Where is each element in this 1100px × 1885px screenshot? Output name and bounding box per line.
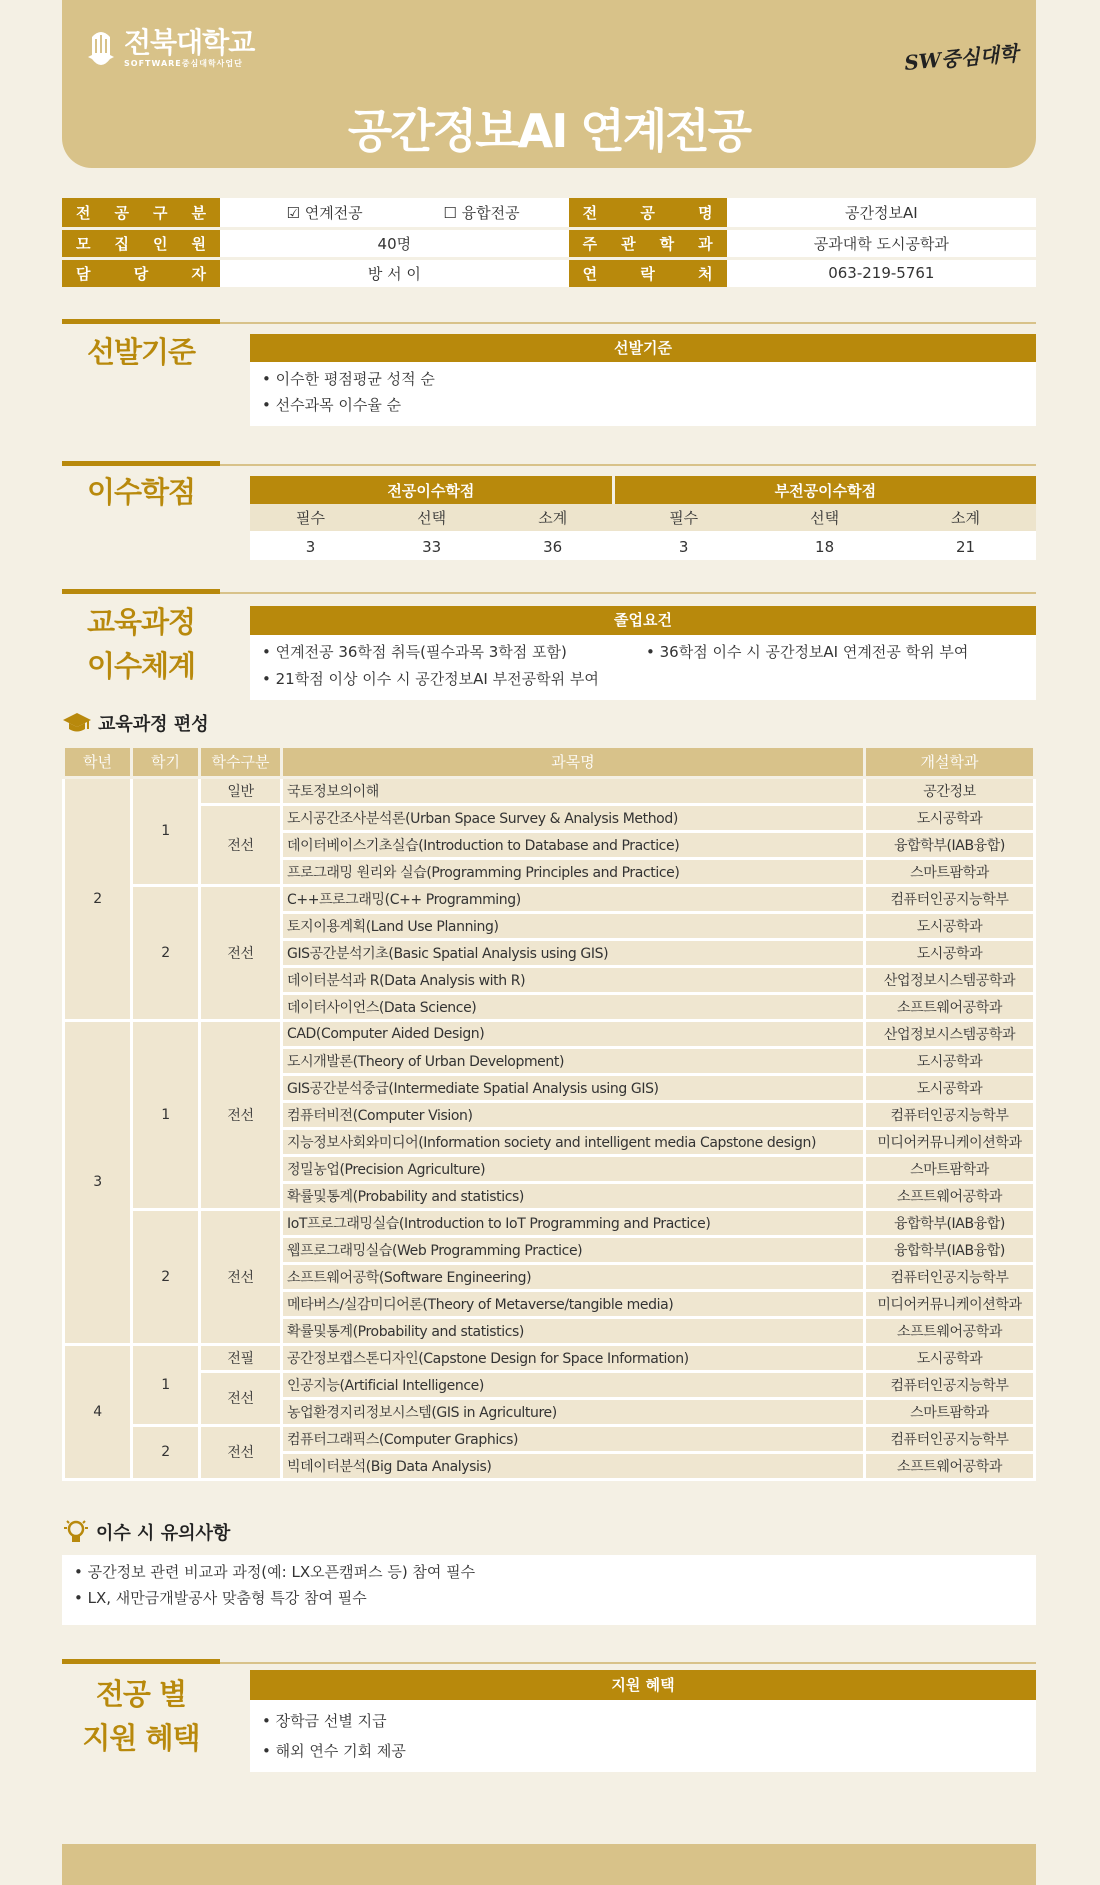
course-dept: 소프트웨어공학과 xyxy=(865,993,1035,1020)
semester-cell: 2 xyxy=(132,885,200,1020)
course-name: 도시개발론(Theory of Urban Development) xyxy=(282,1047,865,1074)
page-title: 공간정보AI 연계전공 xyxy=(347,104,751,158)
credit-value: 36 xyxy=(492,532,613,560)
course-dept: 산업정보시스템공학과 xyxy=(865,966,1035,993)
list-item: • 선수과목 이수율 순 xyxy=(262,396,402,414)
semester-cell: 1 xyxy=(132,1020,200,1209)
col-label: 필수 xyxy=(250,504,371,532)
footer-bar xyxy=(62,1844,1036,1885)
department: 공과대학 도시공학과 xyxy=(727,228,1036,258)
type-cell: 전선 xyxy=(200,1209,282,1344)
credit-value: 3 xyxy=(613,532,754,560)
course-dept: 스마트팜학과 xyxy=(865,858,1035,885)
university-sub: SOFTWARE중심대학사업단 xyxy=(124,59,243,68)
course-name: GIS공간분석중급(Intermediate Spatial Analysis using GIS) xyxy=(282,1074,865,1101)
course-name: 국토정보의이해 xyxy=(282,777,865,804)
university-emblem-icon xyxy=(88,29,114,69)
course-name: 소프트웨어공학(Software Engineering) xyxy=(282,1263,865,1290)
type-cell: 일반 xyxy=(200,777,282,804)
title-line: 전공 별 xyxy=(95,1677,187,1711)
table-row xyxy=(64,1371,1035,1398)
year-cell: 4 xyxy=(64,1344,132,1479)
major-credits-header: 전공이수학점 xyxy=(250,476,613,504)
lightbulb-icon xyxy=(62,1518,90,1546)
course-dept: 도시공학과 xyxy=(865,1074,1035,1101)
type-cell: 전선 xyxy=(200,885,282,1020)
label: 연 락 처 xyxy=(569,258,727,288)
graduation-cap-icon xyxy=(62,711,92,735)
list-item: • LX, 새만금개발공사 맞춤형 특강 참여 필수 xyxy=(74,1589,367,1607)
label: 담 당 자 xyxy=(62,258,220,288)
notes-title: 이수 시 유의사항 xyxy=(96,1523,231,1544)
section-title-benefits xyxy=(62,1672,220,1760)
course-dept: 미디어커뮤니케이션학과 xyxy=(865,1128,1035,1155)
course-name: 웹프로그래밍실습(Web Programming Practice) xyxy=(282,1236,865,1263)
course-dept: 컴퓨터인공지능학부 xyxy=(865,1101,1035,1128)
course-name: 토지이용계획(Land Use Planning) xyxy=(282,912,865,939)
course-name: 도시공간조사분석론(Urban Space Survey & Analysis Method) xyxy=(282,804,865,831)
course-name: 공간정보캡스톤디자인(Capstone Design for Space Information) xyxy=(282,1344,865,1371)
title-line: 지원 혜택 xyxy=(82,1721,200,1755)
course-table xyxy=(62,748,1036,1481)
manager: 방 서 이 xyxy=(220,258,569,288)
course-dept: 컴퓨터인공지능학부 xyxy=(865,1371,1035,1398)
graduation-header: 졸업요건 xyxy=(250,606,1036,635)
course-dept: 공간정보 xyxy=(865,777,1035,804)
list-item: • 이수한 평점평균 성적 순 xyxy=(262,370,435,388)
col-header-type: 학수구분 xyxy=(200,748,282,777)
course-dept: 컴퓨터인공지능학부 xyxy=(865,885,1035,912)
benefits-header: 지원 혜택 xyxy=(250,1670,1036,1700)
option-convergence[interactable]: ☐ 융합전공 xyxy=(443,203,520,222)
col-header-course: 과목명 xyxy=(282,748,865,777)
course-dept: 소프트웨어공학과 xyxy=(865,1452,1035,1479)
course-name: 지능정보사회와미디어(Information society and intelligent media Capstone design) xyxy=(282,1128,865,1155)
selection-list xyxy=(250,362,1036,426)
course-name: 데이터베이스기초실습(Introduction to Database and Practice) xyxy=(282,831,865,858)
course-dept: 도시공학과 xyxy=(865,1047,1035,1074)
col-header-semester: 학기 xyxy=(132,748,200,777)
col-label: 소계 xyxy=(492,504,613,532)
course-dept: 컴퓨터인공지능학부 xyxy=(865,1425,1035,1452)
list-item: • 해외 연수 기회 제공 xyxy=(262,1742,406,1760)
col-header-dept: 개설학과 xyxy=(865,748,1035,777)
course-name: CAD(Computer Aided Design) xyxy=(282,1020,865,1047)
list-item: • 21학점 이상 이수 시 공간정보AI 부전공학위 부여 xyxy=(262,669,599,688)
option-linked[interactable]: ☑ 연계전공 xyxy=(286,203,363,222)
year-cell: 2 xyxy=(64,777,132,1020)
major-info-table xyxy=(62,198,1036,290)
course-name: 농업환경지리정보시스템(GIS in Agriculture) xyxy=(282,1398,865,1425)
course-name: 빅데이터분석(Big Data Analysis) xyxy=(282,1452,865,1479)
course-name: 데이터사이언스(Data Science) xyxy=(282,993,865,1020)
course-name: 데이터분석과 R(Data Analysis with R) xyxy=(282,966,865,993)
credit-value: 18 xyxy=(754,532,895,560)
section-title-selection: 선발기준 xyxy=(86,335,196,369)
semester-cell: 2 xyxy=(132,1209,200,1344)
course-name: 확률및통계(Probability and statistics) xyxy=(282,1317,865,1344)
col-label: 필수 xyxy=(613,504,754,532)
table-row xyxy=(64,1209,1035,1236)
col-label: 선택 xyxy=(754,504,895,532)
course-section-heading xyxy=(62,710,209,736)
course-name: GIS공간분석기초(Basic Spatial Analysis using GIS) xyxy=(282,939,865,966)
selection-header: 선발기준 xyxy=(250,334,1036,362)
credit-value: 3 xyxy=(250,532,371,560)
contact: 063-219-5761 xyxy=(727,258,1036,288)
course-name: 정밀농업(Precision Agriculture) xyxy=(282,1155,865,1182)
section-divider xyxy=(62,592,1036,594)
course-dept: 도시공학과 xyxy=(865,939,1035,966)
label: 전 공 구 분 xyxy=(62,198,220,228)
course-name: 컴퓨터비전(Computer Vision) xyxy=(282,1101,865,1128)
minor-credits-header: 부전공이수학점 xyxy=(613,476,1036,504)
table-row xyxy=(64,804,1035,831)
course-dept: 스마트팜학과 xyxy=(865,1155,1035,1182)
list-item: • 36학점 이수 시 공간정보AI 연계전공 학위 부여 xyxy=(646,643,969,661)
notes-heading xyxy=(62,1518,230,1546)
course-dept: 융합학부(IAB융합) xyxy=(865,1236,1035,1263)
course-name: 프로그래밍 원리와 실습(Programming Principles and Practice) xyxy=(282,858,865,885)
semester-cell: 1 xyxy=(132,777,200,885)
course-dept: 소프트웨어공학과 xyxy=(865,1182,1035,1209)
course-name: C++프로그래밍(C++ Programming) xyxy=(282,885,865,912)
table-row xyxy=(64,1344,1035,1371)
course-name: 확률및통계(Probability and statistics) xyxy=(282,1182,865,1209)
course-dept: 도시공학과 xyxy=(865,912,1035,939)
table-row xyxy=(64,885,1035,912)
list-item: • 장학금 선별 지급 xyxy=(262,1712,387,1730)
col-header-year: 학년 xyxy=(64,748,132,777)
title-line: 교육과정 xyxy=(86,605,196,639)
type-cell: 전선 xyxy=(200,1371,282,1425)
course-name: IoT프로그래밍실습(Introduction to IoT Programming and Practice) xyxy=(282,1209,865,1236)
section-divider xyxy=(62,464,1036,466)
course-dept: 컴퓨터인공지능학부 xyxy=(865,1263,1035,1290)
course-dept: 융합학부(IAB융합) xyxy=(865,831,1035,858)
label: 주 관 학 과 xyxy=(569,228,727,258)
section-divider xyxy=(62,322,1036,324)
type-cell: 전선 xyxy=(200,804,282,885)
table-row xyxy=(64,1425,1035,1452)
benefits-list xyxy=(250,1700,1036,1772)
major-name: 공간정보AI xyxy=(727,198,1036,228)
capacity: 40명 xyxy=(220,228,569,258)
list-item: • 연계전공 36학점 취득(필수과목 3학점 포함) xyxy=(262,643,567,661)
section-title-credits: 이수학점 xyxy=(86,475,196,509)
label: 전 공 명 xyxy=(569,198,727,228)
year-cell: 3 xyxy=(64,1020,132,1344)
sw-logo: SW중심대학 xyxy=(903,41,1019,75)
title-line: 이수체계 xyxy=(86,649,196,683)
table-row xyxy=(64,777,1035,804)
graduation-list xyxy=(250,635,1036,700)
type-cell: 전선 xyxy=(200,1020,282,1209)
table-row xyxy=(64,1020,1035,1047)
university-logo[interactable] xyxy=(88,28,254,69)
col-label: 소계 xyxy=(895,504,1036,532)
course-section-title: 교육과정 편성 xyxy=(98,714,209,735)
section-divider xyxy=(62,1662,1036,1664)
course-name: 메타버스/실감미디어론(Theory of Metaverse/tangible media) xyxy=(282,1290,865,1317)
type-cell: 전선 xyxy=(200,1425,282,1479)
label: 모 집 인 원 xyxy=(62,228,220,258)
course-name: 인공지능(Artificial Intelligence) xyxy=(282,1371,865,1398)
notes-list xyxy=(62,1555,1036,1625)
semester-cell: 2 xyxy=(132,1425,200,1479)
type-cell: 전필 xyxy=(200,1344,282,1371)
course-dept: 소프트웨어공학과 xyxy=(865,1317,1035,1344)
credit-value: 33 xyxy=(371,532,492,560)
credit-value: 21 xyxy=(895,532,1036,560)
course-name: 컴퓨터그래픽스(Computer Graphics) xyxy=(282,1425,865,1452)
major-type-options xyxy=(220,198,569,228)
col-label: 선택 xyxy=(371,504,492,532)
course-dept: 도시공학과 xyxy=(865,804,1035,831)
course-dept: 산업정보시스템공학과 xyxy=(865,1020,1035,1047)
course-dept: 스마트팜학과 xyxy=(865,1398,1035,1425)
semester-cell: 1 xyxy=(132,1344,200,1425)
course-dept: 융합학부(IAB융합) xyxy=(865,1209,1035,1236)
credits-table xyxy=(250,476,1036,560)
university-name: 전북대학교 xyxy=(124,26,255,59)
list-item: • 공간정보 관련 비교과 과정(예: LX오픈캠퍼스 등) 참여 필수 xyxy=(74,1563,476,1581)
section-title-curriculum xyxy=(62,600,220,688)
course-dept: 도시공학과 xyxy=(865,1344,1035,1371)
course-dept: 미디어커뮤니케이션학과 xyxy=(865,1290,1035,1317)
